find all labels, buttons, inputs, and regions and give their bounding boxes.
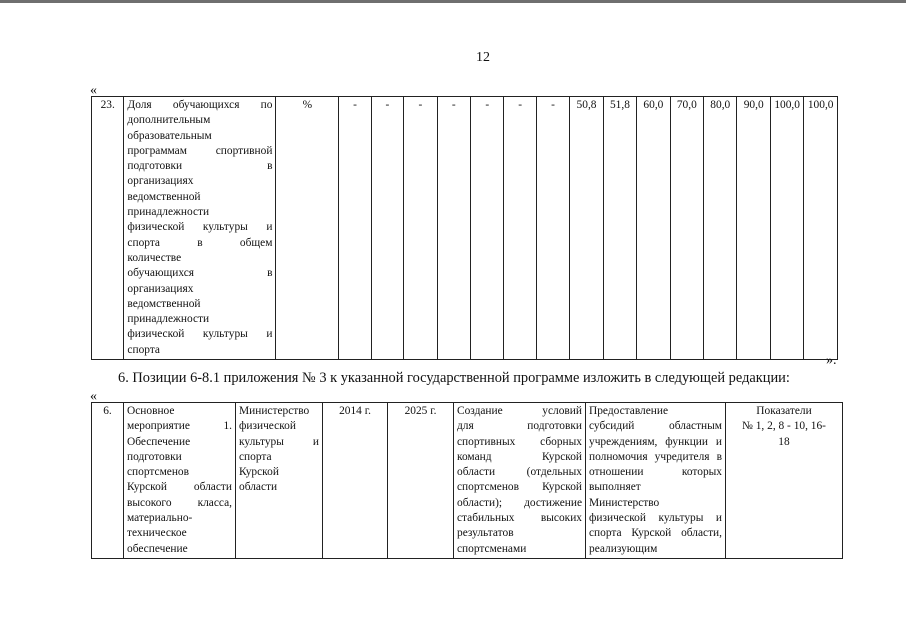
cell-text-line: физической [239, 420, 296, 433]
cell-text-line: для подготовки [457, 420, 582, 433]
cell-text-line: подготовки [127, 450, 182, 463]
value-cell: 70,0 [670, 97, 703, 360]
cell-text-line: Министерство [589, 496, 660, 509]
end-year: 2025 г. [388, 403, 454, 559]
cell-text-line: культуры и [239, 435, 319, 448]
cell-text-line: высокого класса, [127, 496, 232, 509]
cell-text-line: дополнительным [127, 114, 211, 127]
cell-text-line: области); достижение [457, 496, 582, 509]
cell-text-line: материально- [127, 512, 193, 525]
cell-text-line: области [239, 481, 278, 494]
cell-text-line: организациях [127, 175, 194, 188]
measure-name [124, 403, 236, 559]
cell-text-line: учреждениям, функции и [589, 435, 722, 448]
page-number: 12 [476, 50, 490, 65]
cell-text-line: спорта [239, 450, 272, 463]
cell-text-line: образовательным [127, 129, 212, 142]
cell-text-line: мероприятие 1. [127, 420, 232, 433]
cell-text-line: спортивных сборных [457, 435, 582, 448]
row-number: 6. [92, 403, 124, 559]
cell-text-line: Предоставление [589, 405, 669, 417]
cell-text-line: Министерство [239, 405, 310, 417]
top-border-line [0, 0, 906, 3]
implementation-method [586, 403, 726, 559]
measure-row [92, 403, 843, 559]
responsible-executor [236, 403, 323, 559]
expected-result [454, 403, 586, 559]
cell-text-line: спорта в общем [127, 236, 273, 249]
amendment-paragraph: 6. Позиции 6-8.1 приложения № 3 к указанной государственной программе изложить в следующей редакции: [118, 370, 790, 386]
cell-text-line: Доля обучающихся по [127, 99, 273, 111]
cell-text-line: ведомственной [127, 190, 201, 203]
cell-text-line: 18 [778, 435, 790, 448]
cell-text-line: команд Курской [457, 450, 582, 463]
cell-text-line: организациях [127, 282, 194, 295]
cell-text-line: области (отдельных [457, 466, 582, 479]
value-cell: 60,0 [637, 97, 670, 360]
value-cell: - [471, 97, 504, 360]
cell-text-line: стабильных высоких [457, 512, 582, 525]
cell-text-line: спортсменов [127, 466, 189, 479]
cell-text-line: Создание условий [457, 405, 582, 417]
cell-text-line: принадлежности [127, 206, 210, 219]
value-cell: 100,0 [804, 97, 838, 360]
cell-text-line: спортсменами [457, 542, 527, 555]
cell-text-line: спортсменов Курской [457, 481, 582, 494]
row-number: 23. [92, 97, 124, 360]
cell-text-line: реализующим [589, 542, 658, 555]
value-cell: 90,0 [737, 97, 770, 360]
indicator-row [92, 97, 838, 360]
cell-text-line: Курской области [127, 481, 232, 494]
start-year: 2014 г. [323, 403, 388, 559]
value-cell: - [536, 97, 569, 360]
cell-text-line: Показатели [756, 405, 812, 417]
cell-text-line: полномочия учредителя в [589, 450, 722, 463]
cell-text-line: обучающихся в [127, 267, 273, 280]
indicator-name [124, 97, 276, 360]
cell-text-line: физической культуры и [127, 221, 273, 234]
value-cell: 80,0 [704, 97, 737, 360]
cell-text-line: № 1, 2, 8 - 10, 16- [742, 420, 826, 433]
cell-text-line: Основное [127, 405, 175, 417]
value-cell: - [437, 97, 470, 360]
value-cell: 50,8 [570, 97, 603, 360]
cell-text-line: принадлежности [127, 313, 210, 326]
indicators-link [726, 403, 843, 559]
close-quote: ». [826, 353, 837, 368]
cell-text-line: результатов [457, 527, 514, 540]
cell-text-line: субсидий областным [589, 420, 722, 433]
measures-table [91, 402, 843, 559]
cell-text-line: выполняет [589, 481, 641, 494]
value-cell: - [504, 97, 536, 360]
cell-text-line: программам спортивной [127, 144, 273, 157]
cell-text-line: техническое [127, 527, 187, 540]
cell-text-line: обеспечение [127, 542, 188, 555]
cell-text-line: спорта Курской области, [589, 527, 722, 540]
value-cell: 51,8 [603, 97, 636, 360]
cell-text-line: количестве [127, 251, 182, 264]
value-cell: - [371, 97, 403, 360]
cell-text-line: Обеспечение [127, 435, 191, 448]
cell-text-line: отношении которых [589, 466, 722, 479]
value-cell: - [404, 97, 437, 360]
cell-text-line: ведомственной [127, 297, 201, 310]
cell-text-line: Курской [239, 466, 279, 479]
open-quote-1: « [90, 83, 97, 98]
unit-cell: % [276, 97, 339, 360]
cell-text-line: физической культуры и [589, 512, 722, 525]
cell-text-line: подготовки в [127, 160, 273, 173]
indicators-table [91, 96, 838, 360]
open-quote-2: « [90, 389, 97, 404]
cell-text-line: спорта [127, 343, 160, 356]
value-cell: - [339, 97, 371, 360]
value-cell: 100,0 [770, 97, 803, 360]
cell-text-line: физической культуры и [127, 328, 273, 341]
